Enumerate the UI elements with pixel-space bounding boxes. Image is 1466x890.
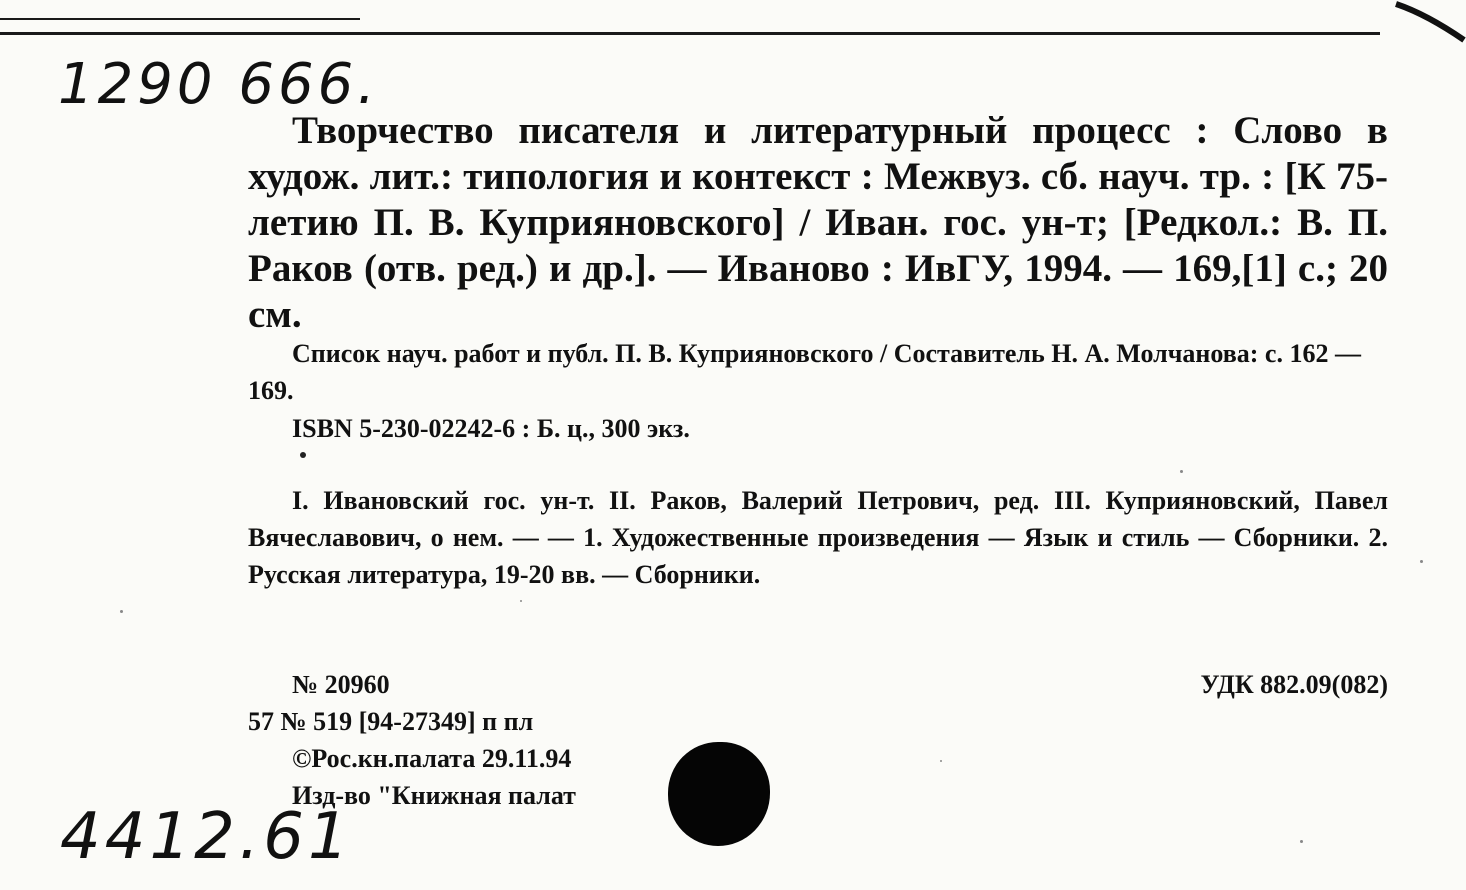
- bibliography-note: [248, 335, 1388, 409]
- main-entry: [248, 108, 1388, 338]
- bibliography-note-text: Список науч. работ и публ. П. В. Куприяновского / Составитель Н. А. Молчанова: с. 162 — 169.: [248, 339, 1361, 405]
- record-number: № 20960: [292, 670, 390, 699]
- handwritten-inventory-number: 1290 666.: [58, 52, 380, 117]
- speck: [1180, 470, 1183, 473]
- speck: [1300, 840, 1303, 843]
- publisher-line: Изд-во "Книжная палат: [292, 781, 576, 810]
- handwritten-shelf-number: 4412.61: [60, 800, 353, 874]
- ink-blot: [668, 742, 770, 846]
- udk-code: УДК 882.09(082): [1200, 670, 1388, 699]
- top-rule-short: [0, 18, 360, 20]
- tracings: [248, 482, 1388, 593]
- copyright-line: ©Рос.кн.палата 29.11.94: [292, 744, 572, 773]
- speck: [120, 610, 123, 613]
- speck: [1420, 560, 1423, 563]
- separator-dot: [300, 452, 306, 458]
- speck: [520, 600, 522, 602]
- order-line: 57 № 519 [94-27349] п пл: [248, 707, 534, 736]
- isbn-text: ISBN 5-230-02242-6 : Б. ц., 300 экз.: [292, 414, 690, 443]
- corner-stroke: [1386, 0, 1466, 50]
- footer-imprint: [248, 666, 576, 814]
- main-entry-text: Творчество писателя и литературный процесс : Слово в худож. лит.: типология и контекст : Межвуз. сб. науч. тр. : [К 75-летию П. В. Куприяновского] / Иван. гос. ун-т; [Редкол.: В. П. Раков (отв. ред.) и др.]. — Иваново : ИвГУ, 1994. — 169,[1] с.; 20 см.: [248, 109, 1388, 336]
- top-rule: [0, 32, 1380, 35]
- tracings-text: I. Ивановский гос. ун-т. II. Раков, Валерий Петрович, ред. III. Куприяновский, Павел Вячеславович, о нем. — — 1. Художественные произведения — Язык и стиль — Сборники. 2. Русская литература, 19-20 вв. — Сборники.: [248, 486, 1388, 589]
- speck: [940, 760, 942, 762]
- isbn-note: [248, 410, 1388, 447]
